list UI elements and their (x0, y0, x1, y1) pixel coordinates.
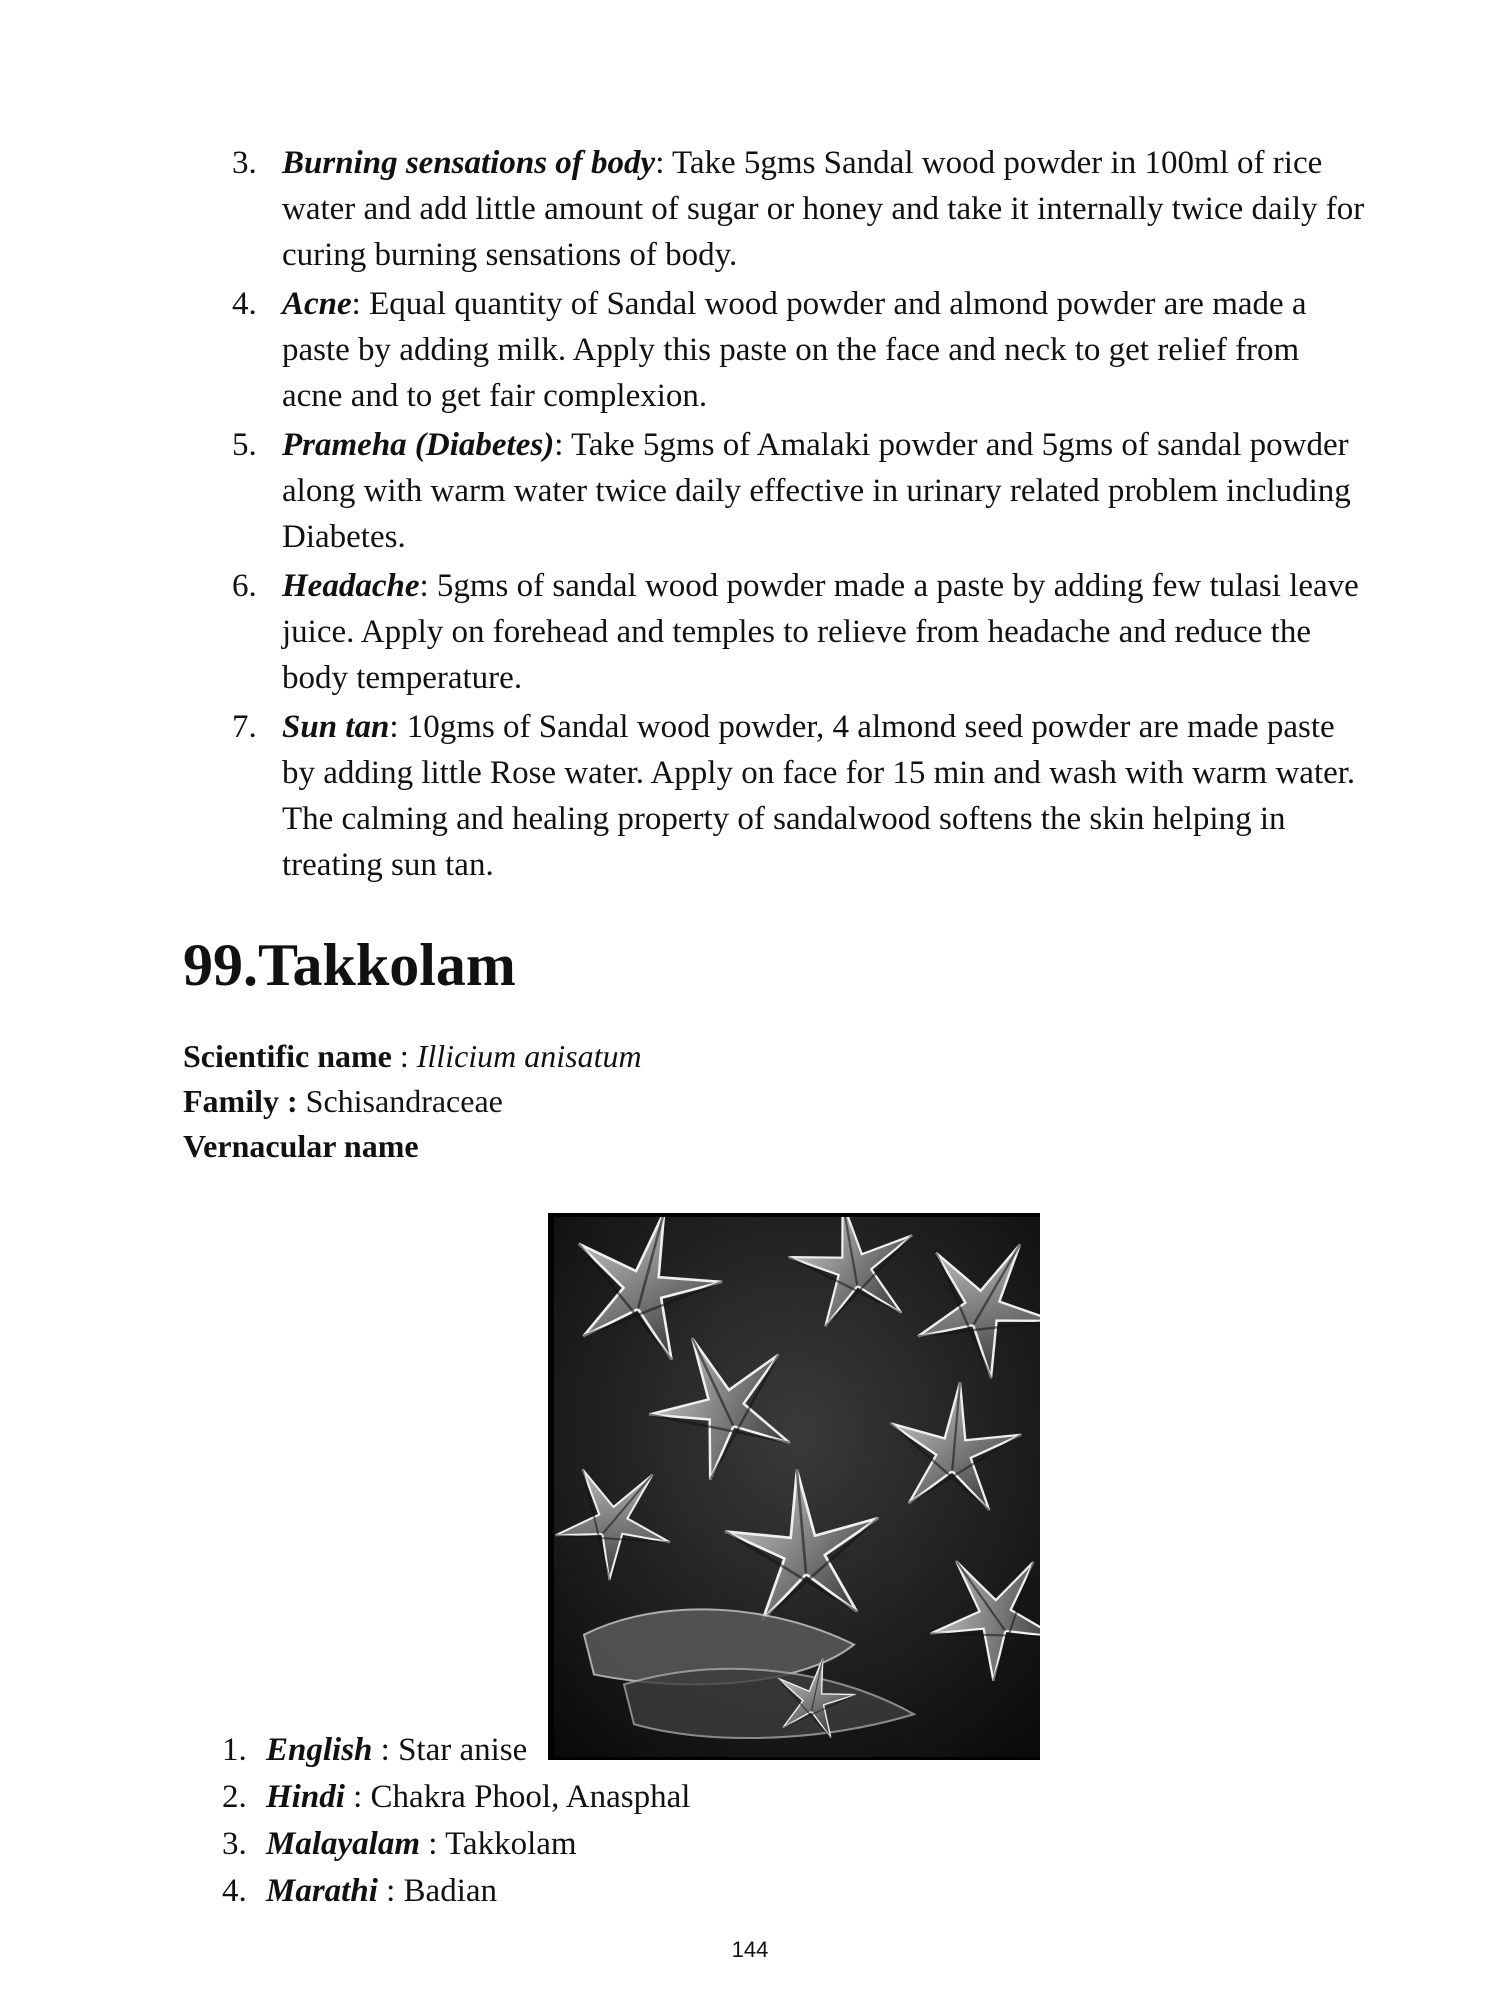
page-number: 144 (731, 1937, 769, 1962)
list-item-text: Take 5gms Sandal wood powder in 100ml of rice water and add little amount of sugar or honey and take it internally twice daily for curing burning sensations of body. (282, 145, 1365, 273)
scientific-name-label: Scientific name (183, 1038, 392, 1074)
list-item-term: Sun tan (282, 709, 390, 745)
list-item (216, 1774, 690, 1821)
vernacular-value: Chakra Phool, Anasphal (370, 1779, 691, 1815)
list-item-number: 7. (232, 709, 257, 745)
list-item-number: 4. (232, 286, 257, 322)
language-label: Hindi (266, 1779, 345, 1815)
list-item-separator: : (419, 568, 437, 604)
list-item-separator: : (655, 145, 673, 181)
list-item (226, 704, 1366, 888)
vernacular-value: Badian (403, 1873, 498, 1909)
list-item-text: Take 5gms of Amalaki powder and 5gms of sandal powder along with warm water twice daily effective in urinary related problem including Diabetes. (282, 427, 1351, 555)
list-item-number: 6. (232, 568, 257, 604)
list-item-separator: : (377, 1873, 404, 1909)
star-anise-photo (548, 1213, 1040, 1760)
list-item (216, 1868, 690, 1915)
vernacular-heading-row (183, 1124, 642, 1169)
language-label: Malayalam (266, 1826, 420, 1862)
list-item-number: 1. (222, 1732, 247, 1768)
list-item-text: 10gms of Sandal wood powder, 4 almond seed powder are made paste by adding little Rose water. Apply on face for 15 min and wash with warm water. The calming and healing property of sandalwood softens the skin helping in treating sun tan. (282, 709, 1356, 883)
list-item (226, 563, 1366, 701)
family-label: Family : (183, 1083, 298, 1119)
list-item-term: Acne (282, 286, 352, 322)
list-item-term: Burning sensations of body (282, 145, 656, 181)
list-item-text: Equal quantity of Sandal wood powder and almond powder are made a paste by adding milk. Apply this paste on the face and neck to get relief from acne and to get fair complexion. (282, 286, 1307, 414)
list-item (216, 1821, 690, 1868)
list-item-separator: : (351, 286, 370, 322)
language-label: Marathi (266, 1873, 378, 1909)
list-item-term: Headache (282, 568, 420, 604)
vernacular-value: Star anise (398, 1732, 528, 1768)
star-anise-illustration (554, 1217, 1040, 1757)
family-value: Schisandraceae (305, 1083, 503, 1119)
plant-metadata (183, 1034, 642, 1169)
list-item-separator: : (420, 1826, 446, 1862)
list-item-number: 3. (232, 145, 257, 181)
list-item-separator: : (344, 1779, 371, 1815)
vernacular-value: Takkolam (445, 1826, 577, 1862)
scientific-name-value: Illicium anisatum (416, 1038, 642, 1074)
list-item-separator: : (389, 709, 407, 745)
list-item-number: 3. (222, 1826, 247, 1862)
list-item (226, 140, 1366, 278)
list-item-separator: : (372, 1732, 399, 1768)
section-title: 99.Takkolam (183, 932, 516, 998)
list-item (226, 422, 1366, 560)
list-item-text: 5gms of sandal wood powder made a paste by adding few tulasi leave juice. Apply on forehead and temples to relieve from headache and reduce the body temperature. (282, 568, 1359, 696)
uses-list (226, 140, 1366, 891)
list-item-term: Prameha (Diabetes) (282, 427, 555, 463)
list-item-separator: : (554, 427, 572, 463)
language-label: English (266, 1732, 373, 1768)
list-item-number: 2. (222, 1779, 247, 1815)
vernacular-name-label: Vernacular name (183, 1128, 419, 1164)
list-item-number: 5. (232, 427, 257, 463)
family-row (183, 1079, 642, 1124)
list-item (226, 281, 1366, 419)
list-item-number: 4. (222, 1873, 247, 1909)
scientific-name-row: Scientific name : Illicium anisatum (183, 1038, 642, 1074)
